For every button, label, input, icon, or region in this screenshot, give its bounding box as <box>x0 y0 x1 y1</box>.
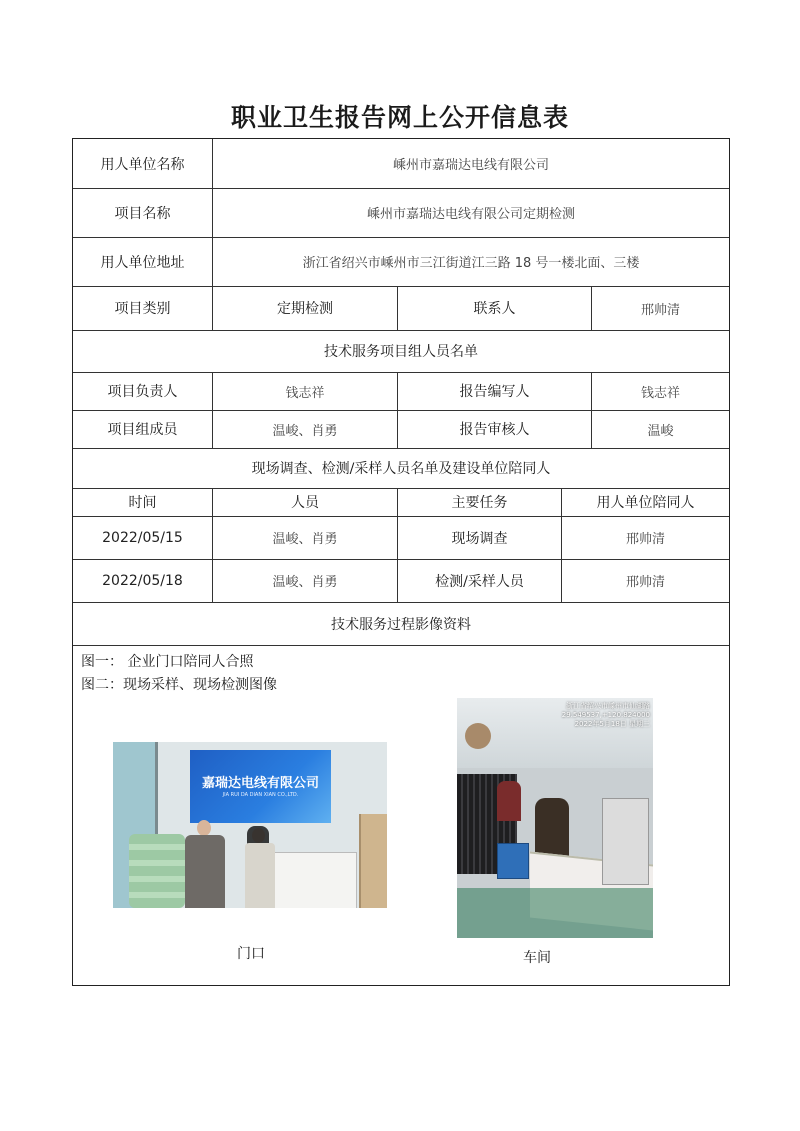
value-project-name: 嵊州市嘉瑞达电线有限公司定期检测 <box>366 207 575 222</box>
info-table <box>72 138 730 986</box>
cell-escort: 邢帅清 <box>625 575 665 590</box>
sign-text: 嘉瑞达电线有限公司 <box>201 776 319 791</box>
entrance-photo <box>113 742 387 908</box>
col-staff: 人员 <box>213 488 398 516</box>
row-team-members <box>73 410 729 449</box>
row-team-heading <box>73 330 729 373</box>
cell-date: 2022/05/18 <box>73 559 213 602</box>
figure2-caption: 图二：现场采样、现场检测图像 <box>81 677 277 693</box>
label-writer: 报告编写人 <box>398 372 592 410</box>
row-employer-name <box>73 139 729 189</box>
watermark-coordinates: 29.549537,+120.824000 <box>561 711 650 719</box>
row-survey-heading <box>73 448 729 489</box>
label-reviewer: 报告审核人 <box>398 410 592 448</box>
row-project-name <box>73 188 729 238</box>
value-writer: 钱志祥 <box>640 385 680 401</box>
row-project-type <box>73 286 729 331</box>
company-sign <box>190 750 331 823</box>
value-employer-address: 浙江省绍兴市嵊州市三江街道江三路 18 号一楼北面、三楼 <box>302 256 640 271</box>
team-heading: 技术服务项目组人员名单 <box>324 344 478 360</box>
workshop-caption: 车间 <box>523 950 551 966</box>
label-contact: 联系人 <box>398 286 592 330</box>
value-contact: 邢帅清 <box>640 302 680 318</box>
row-team-leader <box>73 372 729 411</box>
row-media-heading <box>73 602 729 646</box>
cell-task: 现场调查 <box>398 516 562 559</box>
label-members: 项目组成员 <box>73 410 213 448</box>
workshop-photo <box>457 698 653 938</box>
cell-staff: 温峻、肖勇 <box>213 559 398 602</box>
cell-staff: 温峻、肖勇 <box>213 516 398 559</box>
value-employer-name: 嵊州市嘉瑞达电线有限公司 <box>392 158 549 173</box>
media-heading: 技术服务过程影像资料 <box>331 616 471 633</box>
table-row <box>73 516 729 560</box>
entrance-caption: 门口 <box>237 946 265 962</box>
col-task: 主要任务 <box>398 488 562 516</box>
survey-heading: 现场调查、检测/采样人员名单及建设单位陪同人 <box>251 461 551 477</box>
col-time: 时间 <box>73 488 213 516</box>
cell-task: 检测/采样人员 <box>398 559 562 602</box>
page-title: 职业卫生报告网上公开信息表 <box>230 103 569 132</box>
row-survey-columns <box>73 488 729 517</box>
label-employer-name: 用人单位名称 <box>73 139 213 188</box>
value-leader: 钱志祥 <box>213 372 398 410</box>
col-escort: 用人单位陪同人 <box>596 495 695 511</box>
sign-subtext: JIA RUI DA DIAN XIAN CO.,LTD. <box>222 792 299 798</box>
label-leader: 项目负责人 <box>73 372 213 410</box>
cell-escort: 邢帅清 <box>625 532 665 547</box>
row-employer-address <box>73 237 729 287</box>
watermark-location: 浙江省绍兴市嵊州市仙湖路 <box>566 702 650 710</box>
label-project-type: 项目类别 <box>73 286 213 330</box>
label-employer-address: 用人单位地址 <box>73 237 213 286</box>
label-project-name: 项目名称 <box>73 188 213 237</box>
photo-watermark <box>562 702 650 729</box>
cell-date: 2022/05/15 <box>73 516 213 559</box>
media-area <box>73 645 729 985</box>
table-row <box>73 559 729 603</box>
watermark-date: 2022年5月18日 星期三 <box>574 720 650 728</box>
value-reviewer: 温峻 <box>647 423 674 439</box>
value-members: 温峻、肖勇 <box>213 410 398 448</box>
value-project-type: 定期检测 <box>213 286 398 330</box>
figure1-caption: 图一： 企业门口陪同人合照 <box>81 654 254 670</box>
